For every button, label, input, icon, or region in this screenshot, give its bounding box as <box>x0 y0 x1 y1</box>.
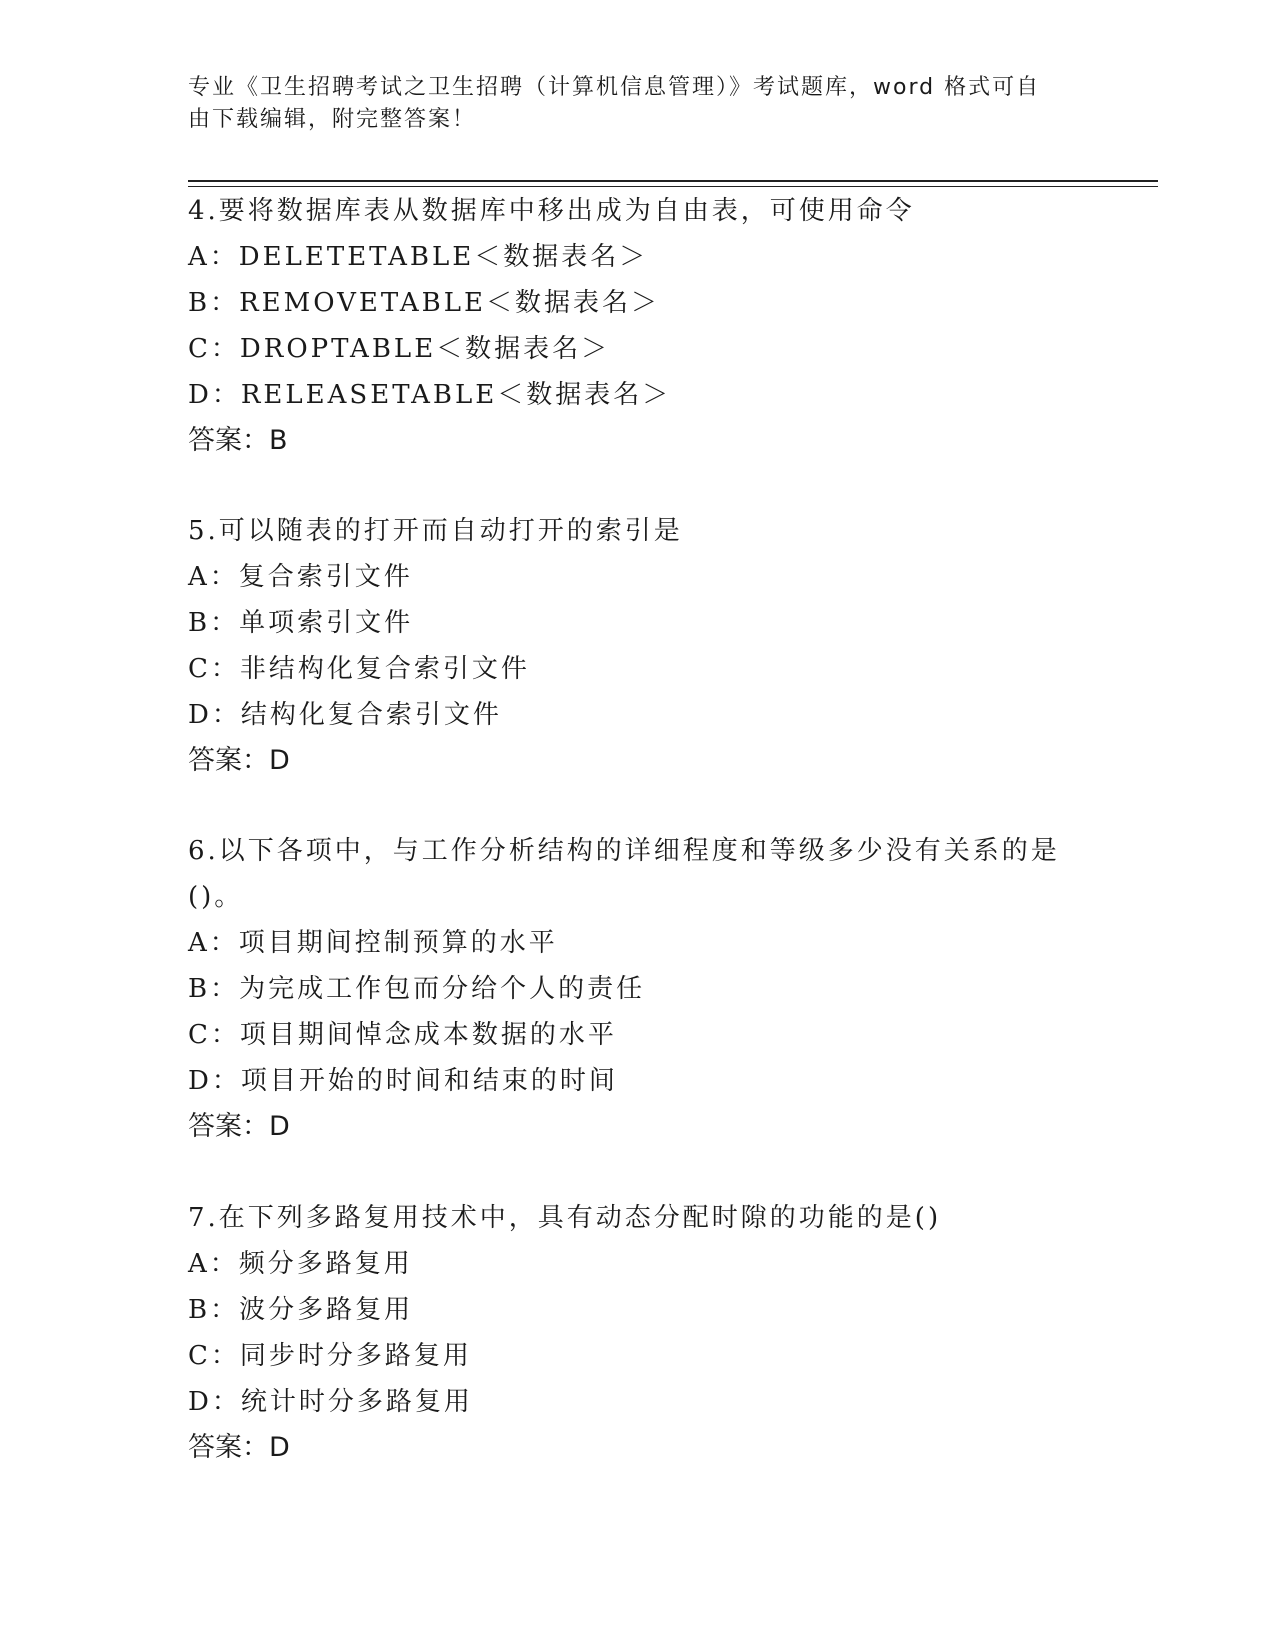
question-6 <box>188 828 1088 1150</box>
option-a: A：DELETETABLE＜数据表名＞ <box>188 242 649 272</box>
header-line-1: 专业《卫生招聘考试之卫生招聘（计算机信息管理）》考试题库，word 格式可自 <box>188 75 1041 100</box>
option-a: A：复合索引文件 <box>188 562 413 592</box>
question-stem: 7.在下列多路复用技术中，具有动态分配时隙的功能的是() <box>188 1203 942 1233</box>
header-line-2: 由下载编辑，附完整答案！ <box>188 107 477 132</box>
question-4 <box>188 188 1088 464</box>
question-7 <box>188 1195 1088 1471</box>
option-c: C：项目期间悼念成本数据的水平 <box>188 1020 617 1050</box>
question-stem: 4.要将数据库表从数据库中移出成为自由表，可使用命令 <box>188 196 915 226</box>
option-b: B：单项索引文件 <box>188 608 414 638</box>
option-c: C：DROPTABLE＜数据表名＞ <box>188 334 611 364</box>
answer: 答案：D <box>188 745 290 776</box>
option-d: D：RELEASETABLE＜数据表名＞ <box>188 380 672 410</box>
option-c: C：同步时分多路复用 <box>188 1341 472 1371</box>
answer: 答案：D <box>188 1111 290 1142</box>
option-d: D：结构化复合索引文件 <box>188 700 502 730</box>
header-divider-thin <box>188 186 1158 187</box>
option-b: B：为完成工作包而分给个人的责任 <box>188 974 646 1004</box>
question-stem: 6.以下各项中，与工作分析结构的详细程度和等级多少没有关系的是 ()。 <box>188 836 1060 912</box>
option-d: D：统计时分多路复用 <box>188 1387 473 1417</box>
option-d: D：项目开始的时间和结束的时间 <box>188 1066 618 1096</box>
option-b: B：波分多路复用 <box>188 1295 414 1325</box>
option-b: B：REMOVETABLE＜数据表名＞ <box>188 288 660 318</box>
header-divider-thick <box>188 180 1158 182</box>
option-a: A：项目期间控制预算的水平 <box>188 928 558 958</box>
answer: 答案：D <box>188 1432 290 1463</box>
question-stem: 5.可以随表的打开而自动打开的索引是 <box>188 516 683 546</box>
answer: 答案：B <box>188 425 288 456</box>
question-5 <box>188 508 1088 784</box>
option-c: C：非结构化复合索引文件 <box>188 654 530 684</box>
option-a: A：频分多路复用 <box>188 1249 413 1279</box>
document-header <box>188 72 1068 136</box>
